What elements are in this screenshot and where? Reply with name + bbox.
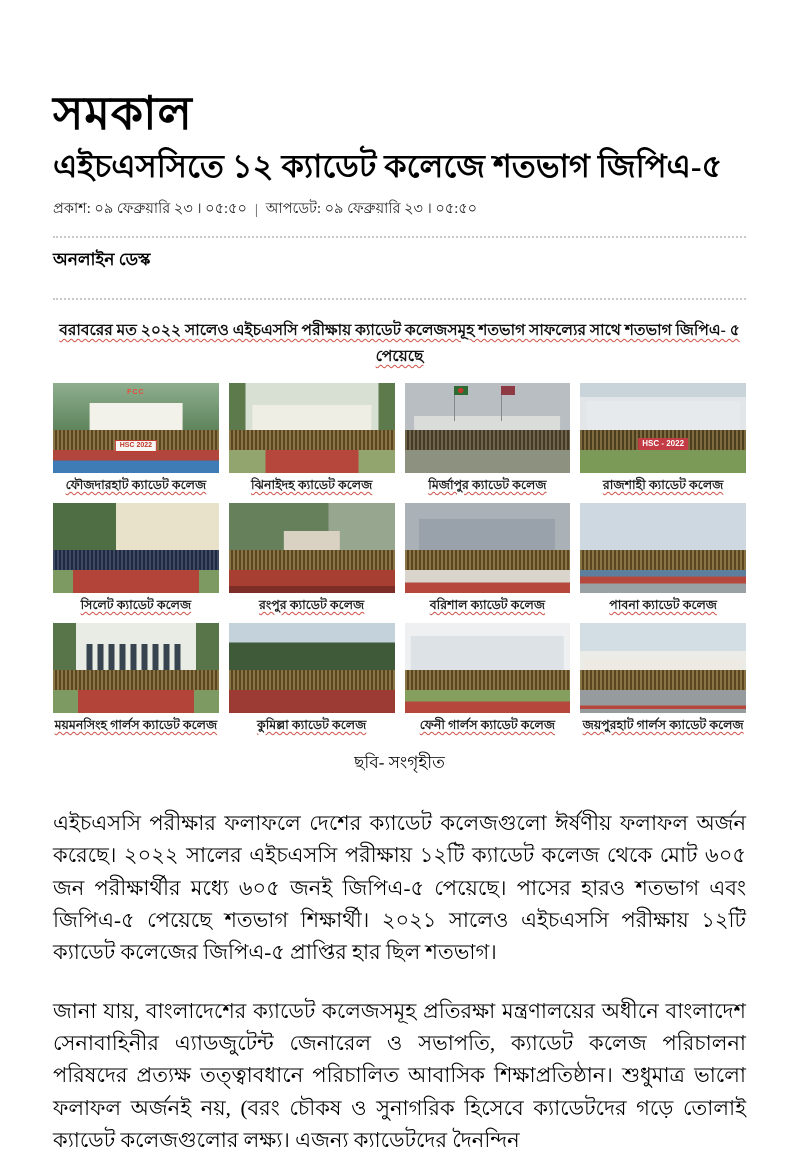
photo-caption: ময়মনসিংহ গার্লস ক্যাডেট কলেজ — [54, 718, 218, 732]
collage-cell — [580, 383, 746, 493]
photo-ground-band — [405, 450, 571, 473]
photo-caption: মির্জাপুর ক্যাডেট কলেজ — [428, 478, 547, 492]
hsc-2022-banner: HSC - 2022 — [638, 438, 688, 450]
collage-photo-comilla — [229, 623, 395, 713]
photo-building-band — [53, 503, 219, 550]
photo-caption: সিলেট ক্যাডেট কলেজ — [80, 598, 192, 612]
fcc-sign-text: FCC — [127, 389, 145, 397]
collage-photo-sylhet — [53, 503, 219, 593]
collage-photo-pabna — [580, 503, 746, 593]
photo-cadets-band — [405, 550, 571, 570]
collage-cell — [229, 503, 395, 613]
photo-cadets-band — [53, 670, 219, 690]
collage-cell — [580, 503, 746, 613]
updated-timestamp: আপডেট: ০৯ ফেব্রুয়ারি ২৩ । ০৫:৫০ — [265, 201, 478, 217]
photo-ground-band — [229, 690, 395, 713]
collage-cell — [229, 623, 395, 733]
photo-cadets-band — [580, 550, 746, 570]
collage-photo-barisal — [405, 503, 571, 593]
article-meta — [53, 198, 746, 222]
collage-photo-joypurhat-girls — [580, 623, 746, 713]
photo-ground-band — [580, 570, 746, 593]
body-paragraph-1: এইচএসসি পরীক্ষার ফলাফলে দেশের ক্যাডেট কলেজগুলো ঈর্ষণীয় ফলাফল অর্জন করেছে। ২০২২ সালের এইচএসসি পরীক্ষায় ১২টি ক্যাডেট কলেজ থেকে মোট ৬০৫ জন পরীক্ষার্থীর মধ্যে ৬০৫ জনই জিপিএ-৫ পেয়েছে। পাসের হারও শতভাগ এবং জিপিএ-৫ পেয়েছে শতভাগ শিক্ষার্থী। ২০২১ সালেও এইচএসসি পরীক্ষায় ১২টি ক্যাডেট কলেজের জিপিএ-৫ প্রাপ্তির হার ছিল শতভাগ। — [53, 811, 746, 965]
photo-building-band — [580, 623, 746, 670]
article-photo-collage — [53, 318, 746, 733]
collage-cell — [405, 503, 571, 613]
photo-ground-band — [229, 450, 395, 473]
collage-photo-mirzapur — [405, 383, 571, 473]
photo-caption: জয়পুরহাট গার্লস ক্যাডেট কলেজ — [582, 718, 744, 732]
photo-cadets-band — [53, 550, 219, 570]
divider-bottom — [53, 298, 746, 300]
hsc-banner: HSC 2022 — [115, 440, 157, 453]
bangladesh-flag-icon — [454, 386, 468, 395]
meta-separator: | — [254, 201, 258, 218]
photo-building-band — [580, 383, 746, 430]
collage-cell — [405, 383, 571, 493]
body-paragraph-2: জানা যায়, বাংলাদেশের ক্যাডেট কলেজসমূহ প্রতিরক্ষা মন্ত্রণালয়ের অধীনে বাংলাদেশ সেনাবাহিনীর এ্যাডজুটেন্ট জেনারেল ও সভাপতি, ক্যাডেট কলেজ পরিচালনা পরিষদের প্রত্যক্ষ তত্ত্বাবধানে পরিচালিত আবাসিক শিক্ষাপ্রতিষ্ঠান। শুধুমাত্র ভালো ফলাফল অর্জনই নয়, (বরং চৌকষ ও সুনাগরিক হিসেবে ক্যাডেটদের গড়ে তোলাই ক্যাডেট কলেজগুলোর লক্ষ্য। এজন্য ক্যাডেটদের দৈনন্দিন — [53, 998, 746, 1152]
college-flag-icon — [501, 386, 515, 395]
photo-caption: ফৌজদারহাট ক্যাডেট কলেজ — [65, 478, 207, 492]
samakal-logo[interactable]: সমকাল — [53, 86, 193, 140]
photo-caption: ফেনী গার্লস ক্যাডেট কলেজ — [419, 718, 556, 732]
photo-building-band — [405, 383, 571, 430]
photo-building-band — [229, 383, 395, 430]
photo-building-band — [580, 503, 746, 550]
photo-ground-band — [53, 690, 219, 713]
photo-cadets-band — [229, 670, 395, 690]
byline: অনলাইন ডেস্ক — [53, 250, 151, 269]
photo-ground-band — [580, 450, 746, 473]
photo-ground-band — [229, 570, 395, 593]
photo-grid — [53, 383, 746, 733]
photo-caption: ঝিনাইদহ ক্যাডেট কলেজ — [250, 478, 373, 492]
photo-cadets-band — [580, 670, 746, 690]
photo-caption: কুমিল্লা ক্যাডেট কলেজ — [256, 718, 367, 732]
collage-heading: বরাবরের মত ২০২২ সালেও এইচএসসি পরীক্ষায় ক্যাডেট কলেজসমূহ শতভাগ সাফল্যের সাথে শতভাগ জিপিএ- ৫ পেয়েছে — [59, 322, 740, 365]
photo-ground-band — [405, 690, 571, 713]
photo-ground-band — [580, 690, 746, 713]
collage-photo-rangpur — [229, 503, 395, 593]
collage-photo-jhenaidah — [229, 383, 395, 473]
collage-cell — [53, 623, 219, 733]
collage-cell — [229, 383, 395, 493]
photo-building-band — [53, 623, 219, 670]
published-timestamp: প্রকাশ: ০৯ ফেব্রুয়ারি ২৩ । ০৫:৫০ — [53, 201, 247, 217]
collage-photo-rajshahi — [580, 383, 746, 473]
photo-building-band — [405, 503, 571, 550]
collage-photo-faujdarhat — [53, 383, 219, 473]
photo-building-band — [229, 503, 395, 550]
masthead — [53, 86, 746, 140]
photo-credit: ছবি- সংগৃহীত — [354, 753, 445, 772]
article-body — [53, 807, 746, 1156]
photo-cadets-band — [229, 550, 395, 570]
collage-photo-feni-girls — [405, 623, 571, 713]
collage-cell — [53, 383, 219, 493]
photo-ground-band — [405, 570, 571, 593]
photo-caption: বরিশাল ক্যাডেট কলেজ — [429, 598, 546, 612]
photo-caption: রাজশাহী ক্যাডেট কলেজ — [602, 478, 724, 492]
photo-building-band — [229, 623, 395, 670]
photo-cadets-band — [405, 430, 571, 450]
photo-cadets-band — [405, 670, 571, 690]
collage-cell — [405, 623, 571, 733]
collage-photo-mymensingh-girls — [53, 623, 219, 713]
photo-building-band — [405, 623, 571, 670]
photo-caption: রংপুর ক্যাডেট কলেজ — [259, 598, 365, 612]
photo-ground-band — [53, 450, 219, 473]
photo-cadets-band — [229, 430, 395, 450]
photo-caption: পাবনা ক্যাডেট কলেজ — [609, 598, 717, 612]
article-headline: এইচএসসিতে ১২ ক্যাডেট কলেজে শতভাগ জিপিএ-৫ — [53, 148, 723, 184]
photo-building-band — [53, 383, 219, 430]
photo-ground-band — [53, 570, 219, 593]
collage-cell — [53, 503, 219, 613]
collage-cell — [580, 623, 746, 733]
